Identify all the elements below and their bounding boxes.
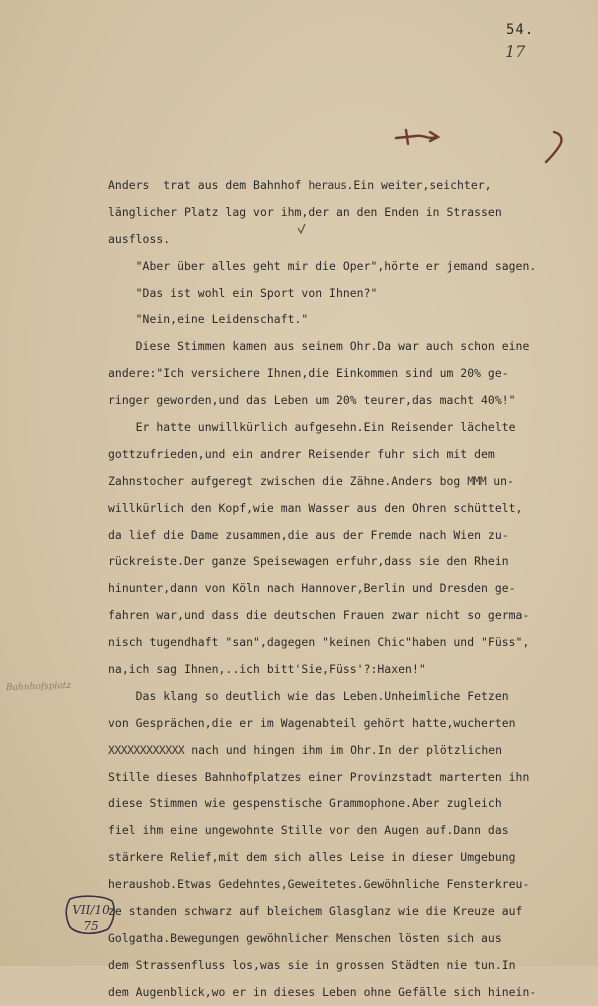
text-segment: na,ich sag Ihnen,..ich bitt'Sie,Füss'?:Haxen!" xyxy=(108,662,426,677)
text-segment: Anders trat aus dem Bahnhof xyxy=(108,178,309,192)
text-segment: heraushob.Etwas Gedehntes,Geweitetes.Gewöhnliche Fensterkreu- xyxy=(108,877,530,892)
overtyped-word: MMM xyxy=(467,473,487,488)
pencil-insertion-mark xyxy=(392,122,452,152)
stamp-top-text: VII/10 xyxy=(72,903,110,917)
text-line xyxy=(108,360,593,387)
text-line xyxy=(108,817,593,844)
text-segment: stärkere Relief,mit dem sich alles Leise in dieser Umgebung xyxy=(108,850,516,865)
text-segment: .Ein weiter,seichter, xyxy=(346,178,492,192)
text-line xyxy=(108,253,593,280)
text-segment: Zahnstocher aufgeregt zwischen die Zähne.Anders bog xyxy=(108,473,468,488)
text-line xyxy=(108,387,593,414)
text-line xyxy=(108,979,593,1006)
text-segment: ringer geworden,und das Leben um 20% teurer,das macht 40%!" xyxy=(108,393,516,408)
pencil-bracket-mark xyxy=(540,128,576,168)
text-line xyxy=(108,306,593,333)
typed-body-text xyxy=(108,172,593,1006)
margin-note: Bahnhofsplatz xyxy=(5,680,72,694)
text-segment: von Gesprächen,die er im Wagenabteil gehört hatte,wucherten xyxy=(108,715,516,730)
text-line xyxy=(108,952,593,979)
text-segment: un- xyxy=(486,473,514,488)
text-line xyxy=(108,333,593,360)
handwritten-page-number: 17 xyxy=(505,42,526,61)
text-segment: ze standen schwarz auf bleichem Glasglanz wie die Kreuze auf xyxy=(108,904,523,919)
text-segment: fiel ihm eine ungewohnte Stille vor den Augen auf.Dann das xyxy=(108,823,509,838)
text-line xyxy=(108,871,593,898)
text-segment: nach und hingen ihm im Ohr.In der plötzlichen xyxy=(184,742,503,757)
text-line xyxy=(108,172,593,199)
stamp-bottom-text: 75 xyxy=(83,919,99,933)
text-segment: "Aber über alles geht mir die Oper",hörte er jemand sagen. xyxy=(108,258,537,273)
text-segment: dem Augenblick,wo er in dieses Leben ohne Gefälle sich hinein- xyxy=(108,984,537,999)
text-segment: hinunter,dann von Köln nach Hannover,Berlin und Dresden ge- xyxy=(108,581,516,596)
text-segment: "Das ist wohl ein Sport von Ihnen?" xyxy=(108,285,378,300)
text-segment: nisch tugendhaft "san",dagegen "keinen Chic"haben und "Füss", xyxy=(108,635,530,650)
overtyped-word: XXXXXXXXXXXX xyxy=(108,742,185,757)
text-line xyxy=(108,683,593,710)
text-segment: "Nein,eine Leidenschaft." xyxy=(108,312,309,327)
text-line xyxy=(108,522,593,549)
text-line xyxy=(108,764,593,791)
text-line xyxy=(108,790,593,817)
text-segment: Er hatte unwillkürlich aufgesehn.Ein Reisender lächelte xyxy=(108,420,516,435)
text-line xyxy=(108,710,593,737)
text-segment: Golgatha.Bewegungen gewöhnlicher Menschen lösten sich aus xyxy=(108,930,502,945)
text-line xyxy=(108,629,593,656)
text-line xyxy=(108,495,593,522)
text-line xyxy=(108,414,593,441)
text-segment: Diese Stimmen kamen aus seinem Ohr.Da war auch schon eine xyxy=(108,339,530,354)
text-segment: andere:"Ich versichere Ihnen,die Einkommen sind um 20% ge- xyxy=(108,366,509,381)
archive-stamp xyxy=(62,893,120,937)
text-segment: gottzufrieden,und ein andrer Reisender fuhr sich mit dem xyxy=(108,446,495,461)
text-segment: Stille dieses Bahnhofplatzes einer Provinzstadt marterten ihn xyxy=(108,769,530,784)
text-line xyxy=(108,925,593,952)
text-line xyxy=(108,575,593,602)
text-segment: ausfloss. xyxy=(108,231,171,246)
text-segment: Das klang so deutlich wie das Leben.Unheimliche Fetzen xyxy=(108,688,509,703)
text-line xyxy=(108,226,593,253)
text-line xyxy=(108,548,593,575)
page-number: 54. xyxy=(506,22,535,38)
text-segment: diese Stimmen wie gespenstische Grammophone.Aber zugleich xyxy=(108,796,502,811)
text-segment: da lief die Dame zusammen,die aus der Fremde nach Wien zu- xyxy=(108,527,509,542)
text-line xyxy=(108,737,593,764)
text-segment: länglicher Platz lag vor ihm,der an den Enden in Strassen xyxy=(108,204,502,219)
text-segment: fahren war,und dass die deutschen Frauen zwar nicht so germa- xyxy=(108,608,530,623)
text-line xyxy=(108,441,593,468)
text-line xyxy=(108,280,593,307)
text-line xyxy=(108,844,593,871)
text-line xyxy=(108,602,593,629)
overtyped-word: heraus xyxy=(308,178,347,192)
text-segment: willkürlich den Kopf,wie man Wasser aus den Ohren schüttelt, xyxy=(108,500,523,515)
text-segment: rückreiste.Der ganze Speisewagen erfuhr,dass sie den Rhein xyxy=(108,554,509,569)
text-line xyxy=(108,898,593,925)
text-segment: dem Strassenfluss los,was sie in grossen Städten nie tun.In xyxy=(108,957,516,972)
text-line xyxy=(108,199,593,226)
text-line xyxy=(108,656,593,683)
text-line xyxy=(108,468,593,495)
